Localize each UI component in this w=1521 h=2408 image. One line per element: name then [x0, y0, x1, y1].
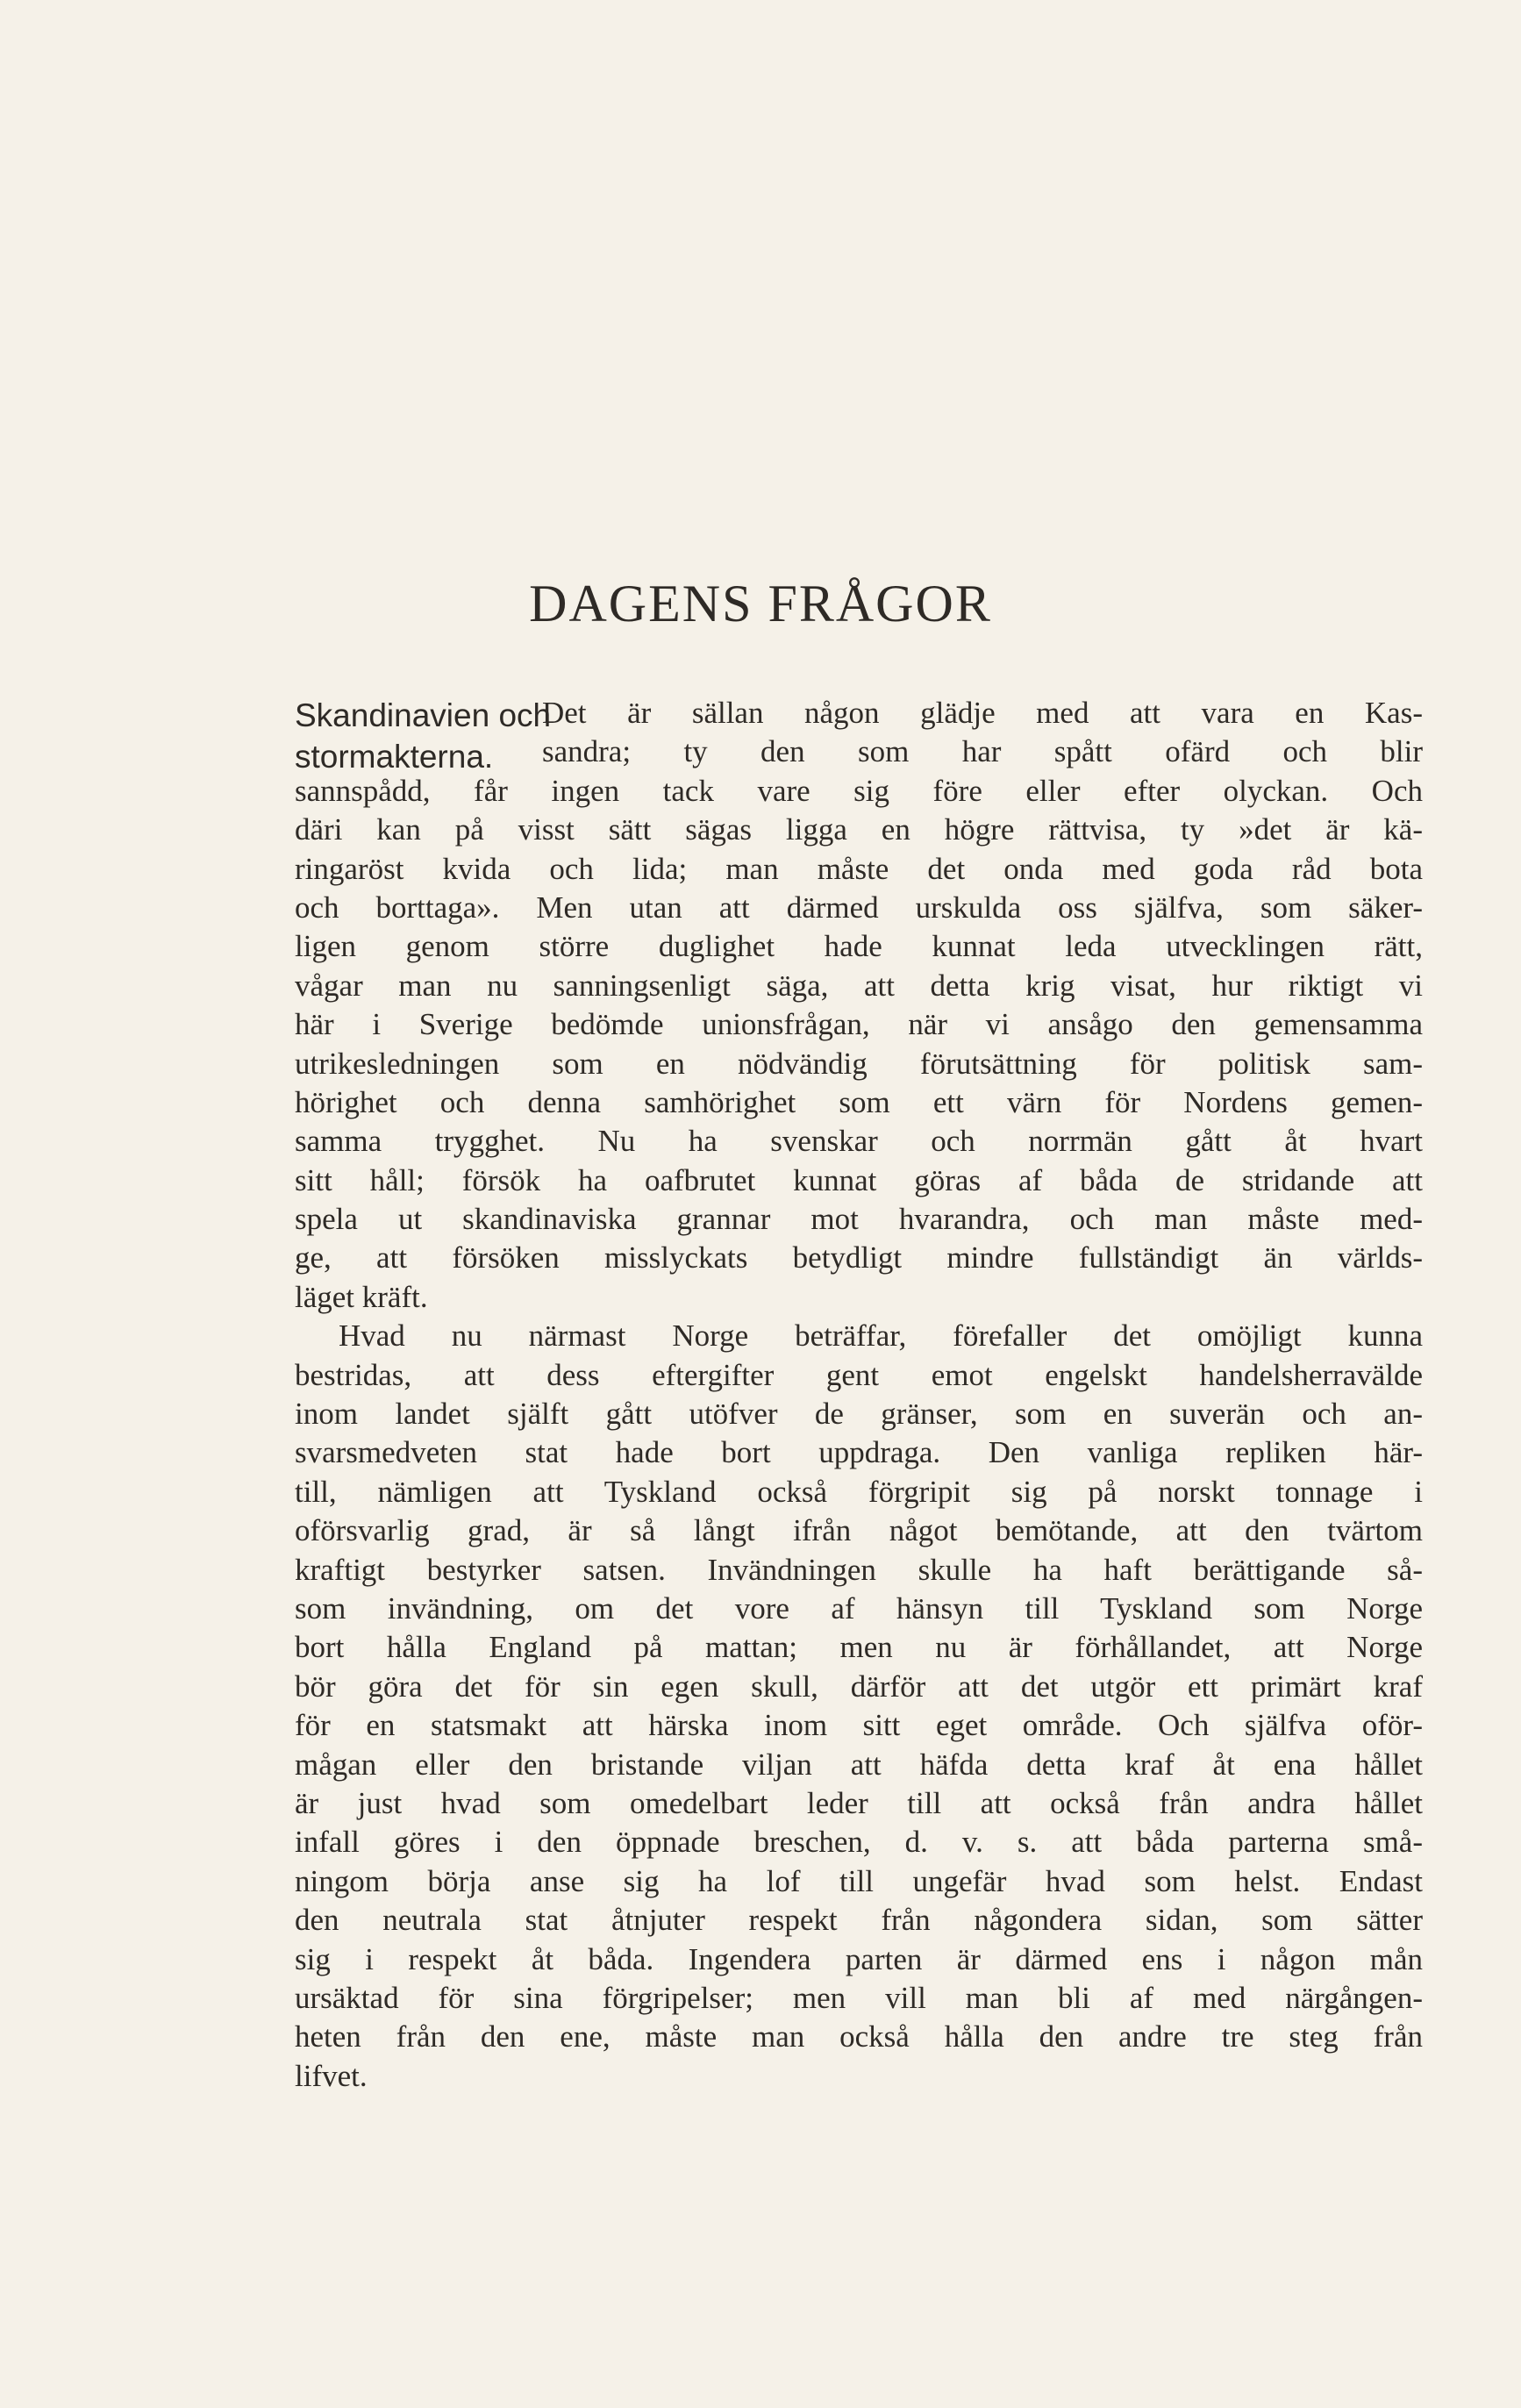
text-line: är just hvad som omedelbart leder till att också från andra hållet — [295, 1785, 1423, 1820]
text-line: för en statsmakt att härska inom sitt eget område. Och själfva oför- — [295, 1708, 1423, 1743]
text-line: ge, att försöken misslyckats betydligt mindre fullständigt än världs- — [295, 1240, 1423, 1275]
text-line: hörighet och denna samhörighet som ett värn för Nordens gemen- — [295, 1084, 1423, 1119]
text-line: svarsmedveten stat hade bort uppdraga. Den vanliga repliken här- — [295, 1435, 1423, 1470]
text-line: som invändning, om det vore af hänsyn till Tyskland som Norge — [295, 1590, 1423, 1626]
text-line: sig i respekt åt båda. Ingendera parten är därmed ens i någon mån — [295, 1941, 1423, 1976]
text-line: ligen genom större duglighet hade kunnat leda utvecklingen rätt, — [295, 929, 1423, 964]
text-line: inom landet själft gått utöfver de gränser, som en suverän och an- — [295, 1397, 1423, 1432]
text-line: lifvet. — [295, 2058, 368, 2093]
text-line: Hvad nu närmast Norge beträffar, förefaller det omöjligt kunna — [339, 1318, 1423, 1354]
text-line: ningom börja anse sig ha lof till ungefär hvad som helst. Endast — [295, 1863, 1423, 1898]
text-line: bort hålla England på mattan; men nu är förhållandet, att Norge — [295, 1630, 1423, 1665]
text-line: sannspådd, får ingen tack vare sig före eller efter olyckan. Och — [295, 773, 1423, 808]
article-body — [295, 694, 1423, 2096]
text-line: utrikesledningen som en nödvändig förutsättning för politisk sam- — [295, 1046, 1423, 1081]
text-line: kraftigt bestyrker satsen. Invändningen skulle ha haft berättigande så- — [295, 1552, 1423, 1587]
text-line: ursäktad för sina förgripelser; men vill man bli af med närgången- — [295, 1980, 1423, 2015]
text-line: infall göres i den öppnade breschen, d. v. s. att båda parterna små- — [295, 1825, 1423, 1860]
page-title: DAGENS FRÅGOR — [529, 575, 992, 632]
text-line: till, nämligen att Tyskland också förgripit sig på norskt tonnage i — [295, 1474, 1423, 1509]
side-heading-line: Skandinavien och — [295, 697, 552, 733]
text-line: den neutrala stat åtnjuter respekt från någondera sidan, som sätter — [295, 1903, 1423, 1938]
side-heading-line: stormakterna. — [295, 739, 494, 775]
text-line: läget kräft. — [295, 1279, 428, 1314]
text-line: vågar man nu sanningsenligt säga, att detta krig visat, hur riktigt vi — [295, 968, 1423, 1003]
text-line: heten från den ene, måste man också hålla den andre tre steg från — [295, 2019, 1423, 2054]
text-line: oförsvarlig grad, är så långt ifrån något bemötande, att den tvärtom — [295, 1513, 1423, 1548]
text-line: mågan eller den bristande viljan att häfda detta kraf åt ena hållet — [295, 1747, 1423, 1782]
text-line: här i Sverige bedömde unionsfrågan, när vi ansågo den gemensamma — [295, 1007, 1423, 1042]
text-line: däri kan på visst sätt sägas ligga en högre rättvisa, ty »det är kä- — [295, 812, 1423, 847]
text-line: samma trygghet. Nu ha svenskar och norrmän gått åt hvart — [295, 1124, 1423, 1159]
text-line: Det är sällan någon glädje med att vara en Kas- — [542, 696, 1423, 730]
text-line: och borttaga». Men utan att därmed urskulda oss själfva, som säker- — [295, 890, 1423, 925]
text-line: sandra; ty den som har spått ofärd och blir — [542, 734, 1423, 769]
text-line: bör göra det för sin egen skull, därför att det utgör ett primärt kraf — [295, 1668, 1423, 1704]
text-line: bestridas, att dess eftergifter gent emot engelskt handelsherravälde — [295, 1357, 1423, 1392]
text-line: sitt håll; försök ha oafbrutet kunnat göras af båda de stridande att — [295, 1162, 1423, 1197]
text-line: spela ut skandinaviska grannar mot hvarandra, och man måste med- — [295, 1202, 1423, 1237]
text-line: ringaröst kvida och lida; man måste det onda med goda råd bota — [295, 851, 1423, 886]
